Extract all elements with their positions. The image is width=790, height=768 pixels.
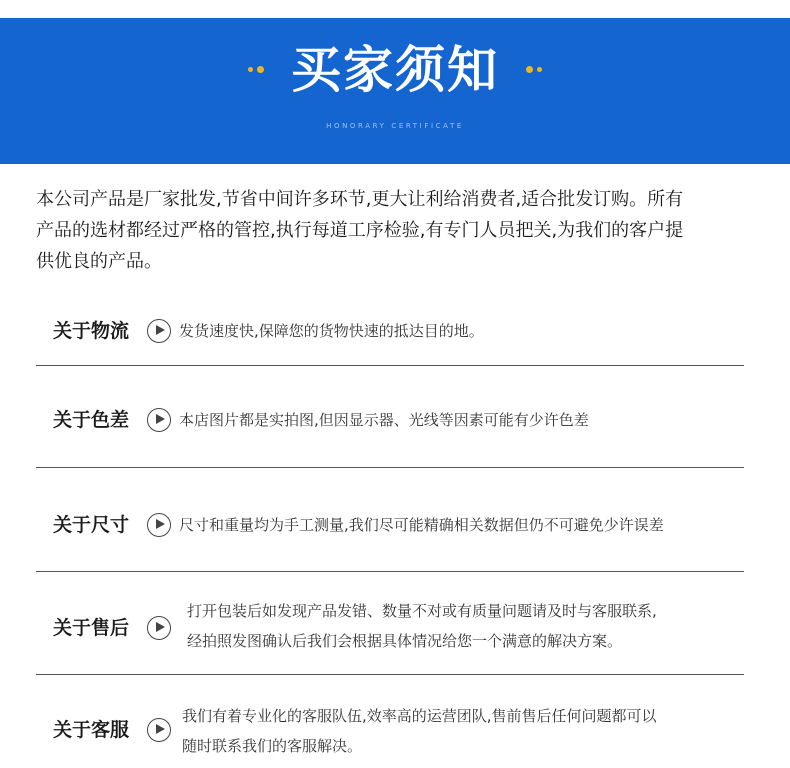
divider (36, 571, 744, 572)
section-label: 关于售后 (53, 617, 130, 639)
section-text: 随时联系我们的客服解决。 (182, 737, 363, 755)
intro-paragraph (36, 184, 761, 277)
section-after-sales (36, 596, 744, 658)
section-color-difference (36, 403, 744, 437)
play-circle-icon (147, 616, 171, 640)
section-label: 关于客服 (53, 719, 130, 741)
page-title: 买家须知 (291, 41, 499, 99)
section-text: 发货速度快,保障您的货物快速的抵达目的地。 (179, 322, 484, 340)
section-text: 打开包装后如发现产品发错、数量不对或有质量问题请及时与客服联系, (187, 602, 657, 620)
divider (36, 674, 744, 675)
play-circle-icon (147, 718, 171, 742)
intro-line: 产品的选材都经过严格的管控,执行每道工序检验,有专门人员把关,为我们的客户提 (36, 220, 684, 241)
decorative-dots-right-icon (526, 64, 548, 74)
section-label: 关于色差 (53, 409, 130, 431)
section-text: 尺寸和重量均为手工测量,我们尽可能精确相关数据但仍不可避免少许误差 (179, 516, 664, 534)
play-circle-icon (147, 319, 171, 343)
section-label: 关于物流 (53, 320, 130, 342)
section-label: 关于尺寸 (53, 514, 130, 536)
section-customer-service (36, 701, 744, 763)
divider (36, 365, 744, 366)
play-circle-icon (147, 513, 171, 537)
intro-line: 供优良的产品。 (36, 251, 162, 272)
section-logistics (36, 314, 744, 348)
banner-subtitle: HONORARY CERTIFICATE (326, 122, 464, 130)
section-text: 本店图片都是实拍图,但因显示器、光线等因素可能有少许色差 (179, 411, 589, 429)
divider (36, 467, 744, 468)
section-size (36, 508, 744, 542)
section-text: 我们有着专业化的客服队伍,效率高的运营团队,售前售后任何问题都可以 (182, 707, 657, 725)
play-circle-icon (147, 408, 171, 432)
section-text: 经拍照发图确认后我们会根据具体情况给您一个满意的解决方案。 (187, 632, 623, 650)
intro-line: 本公司产品是厂家批发,节省中间许多环节,更大让利给消费者,适合批发订购。所有 (36, 189, 684, 210)
